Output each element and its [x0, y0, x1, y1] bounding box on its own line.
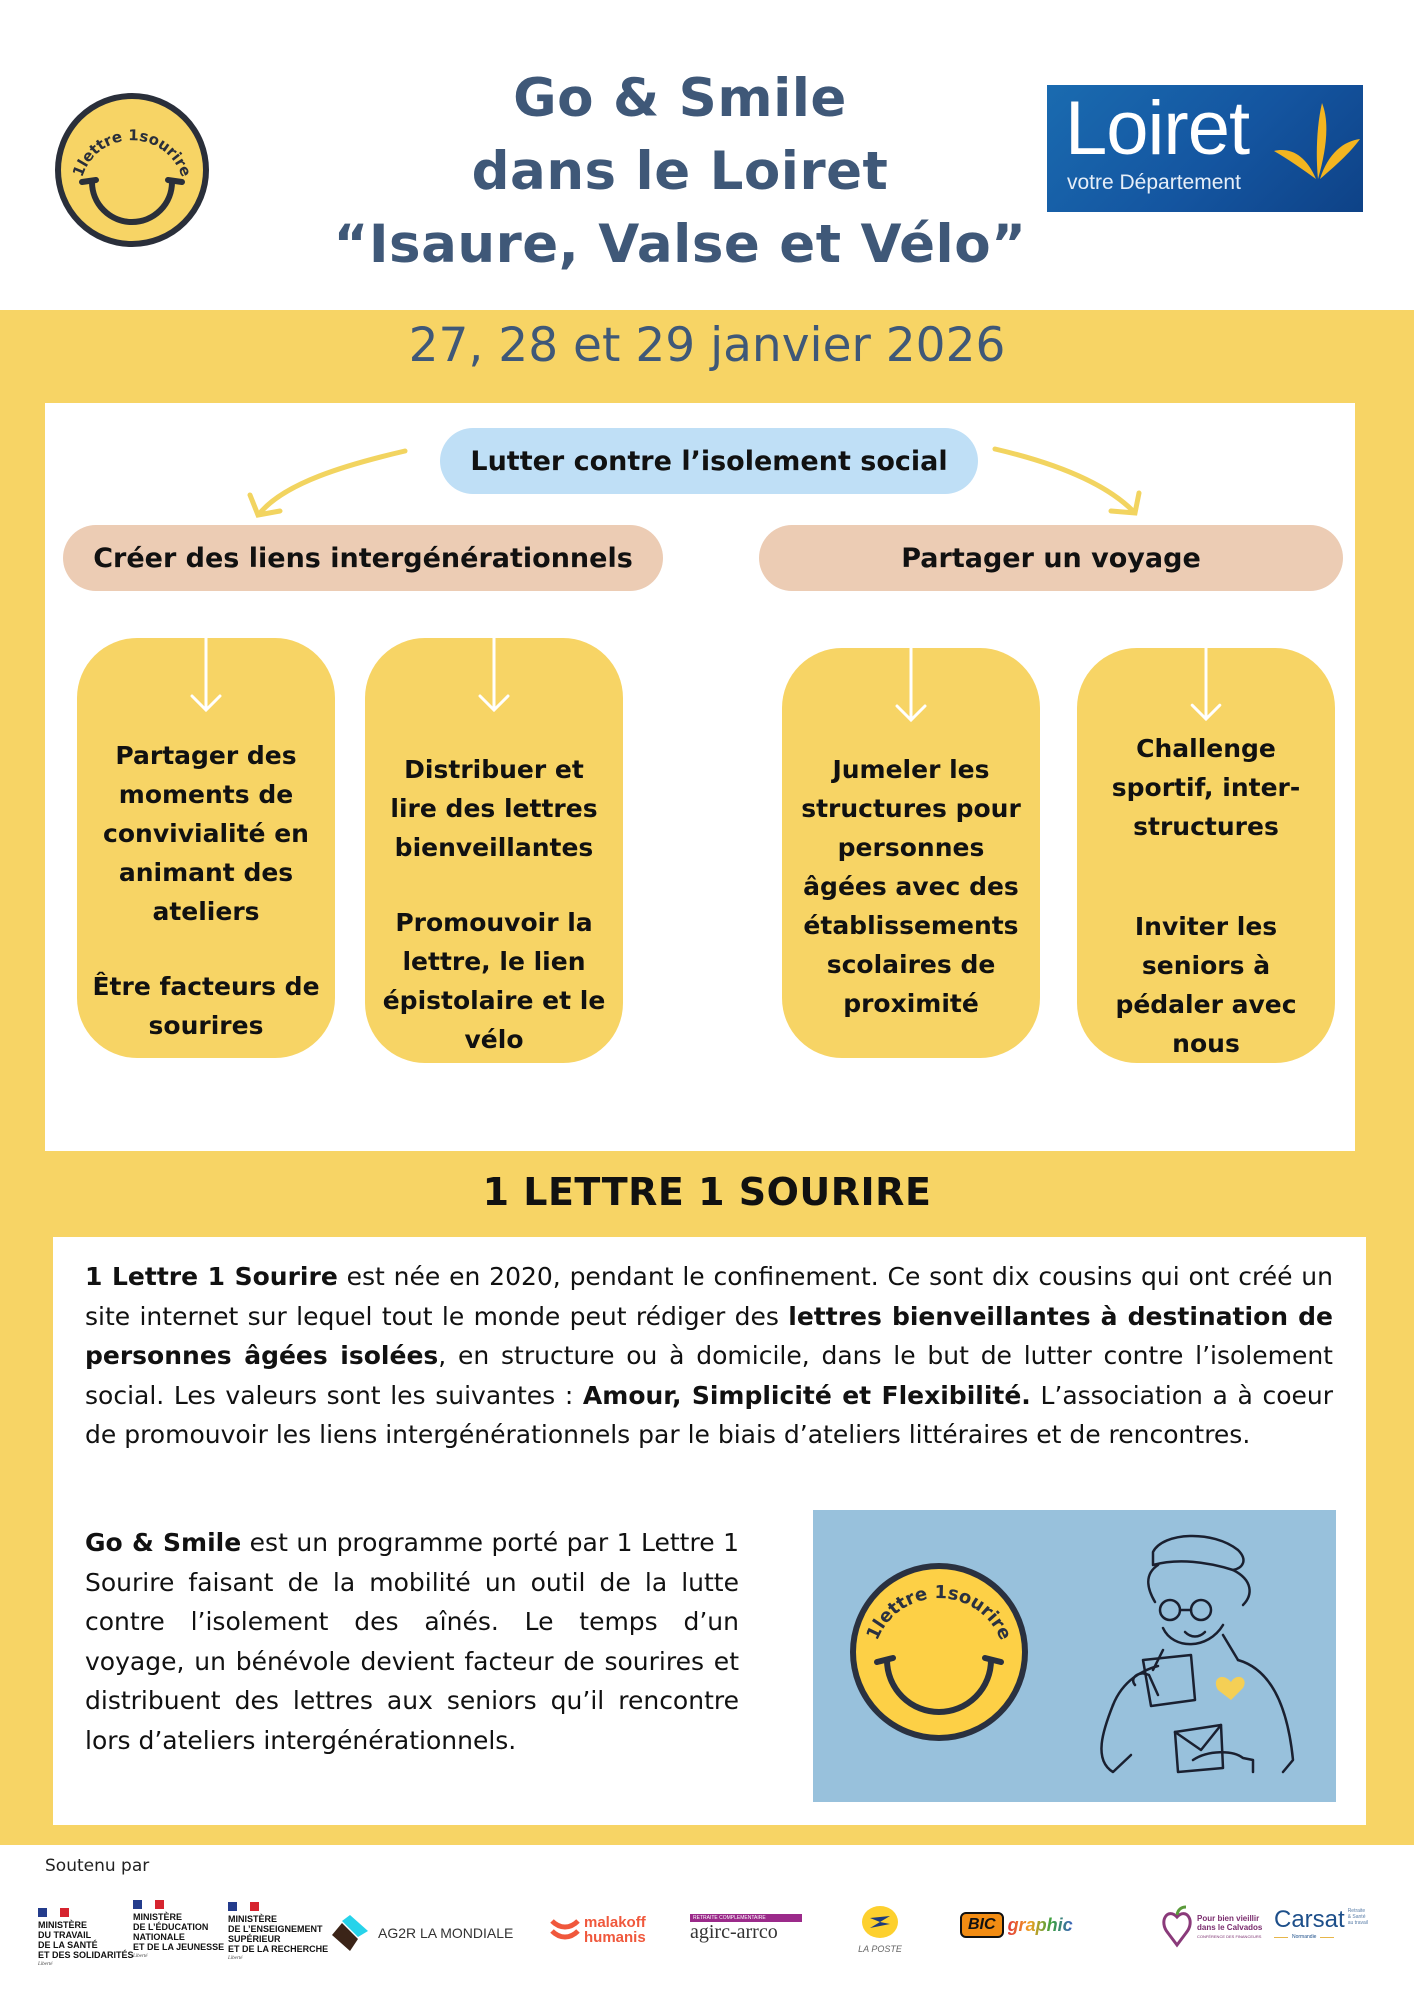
1lettre-1sourire-logo [853, 1566, 1025, 1738]
action-card [782, 648, 1040, 1058]
root-objective: Lutter contre l’isolement social [440, 428, 978, 494]
action-card [365, 638, 623, 1063]
title-line-2: dans le Loiret [471, 141, 889, 202]
body-text: est née en 2020, pendant le confinement. Ce sont dix cousins qui ont créé un site internet sur lequel tout le monde peut rédiger des [85, 1262, 1333, 1331]
heart-icon [1216, 1677, 1245, 1700]
action-card [77, 638, 335, 1058]
card-text: Challenge sportif, inter-structures [1111, 733, 1301, 841]
bold-text: Amour, Simplicité et Flexibilité. [582, 1380, 1031, 1410]
card-text: Promouvoir la lettre, le lien épistolaire et le vélo [382, 908, 606, 1054]
action-card [1077, 648, 1335, 1063]
logo-text: 1lettre 1sourire [862, 1581, 1016, 1644]
sponsor-ministere-enseignement: MINISTÈRE DE L’ENSEIGNEMENT SUPÉRIEUR ET DE LA RECHERCHE Liberté [228, 1900, 328, 1980]
apple-heart-logo-icon [1160, 1905, 1194, 1949]
title-line-3: “Isaure, Valse et Vélo” [333, 214, 1027, 275]
about-panel [53, 1237, 1366, 1825]
bold-text: lettres bienveillantes à destination de personnes âgées isolées [85, 1301, 1333, 1370]
arrow-down-icon [472, 638, 516, 718]
french-flag-icon [133, 1900, 224, 1909]
poster-header [0, 0, 1414, 310]
section-title: 1 LETTRE 1 SOURIRE [482, 1170, 932, 1214]
arrow-down-icon [184, 638, 228, 718]
french-flag-icon [38, 1908, 134, 1917]
sponsor-ministere-education: MINISTÈRE DE L’ÉDUCATION NATIONALE ET DE LA JEUNESSE Liberté [133, 1900, 224, 1980]
sponsor-bic-graphic: BIC graphic [960, 1910, 1073, 1940]
ag2r-logo-icon [330, 1913, 370, 1953]
sponsor-la-poste: LA POSTE [850, 1904, 910, 1984]
title-line-1: Go & Smile [513, 68, 847, 129]
card-text: Jumeler les structures pour personnes âgées avec des établissements scolaires de proximité [801, 755, 1021, 1018]
sponsor-malakoff-humanis: malakoff humanis [550, 1910, 646, 1950]
elderly-man-icon [1101, 1536, 1293, 1772]
program-paragraph [85, 1523, 739, 1760]
arrow-down-icon [1184, 648, 1228, 727]
illustration [813, 1510, 1336, 1802]
logo-text: 1lettre 1sourire [68, 126, 196, 180]
card-text: Inviter les seniors à pédaler avec nous [1115, 912, 1297, 1058]
arrow-left-icon [260, 451, 405, 513]
french-flag-icon [228, 1902, 328, 1911]
loiret-logo-subtitle: votre Département [1067, 171, 1241, 194]
bold-text: 1 Lettre 1 Sourire [85, 1262, 338, 1291]
sponsor-agirc-arrco: RETRAITE COMPLEMENTAIRE agirc-arrco [690, 1914, 802, 1994]
body-text: , en structure ou à domicile, dans le but de lutter contre l’isolement social. Les valeurs sont les suivantes : [85, 1341, 1333, 1410]
page-title [330, 62, 1030, 281]
branch-voyage: Partager un voyage [759, 525, 1343, 591]
sponsor-logos [30, 1900, 1390, 1980]
sponsor-carsat-normandie: Carsat Retraite & Santé au travail Normandie [1274, 1906, 1368, 1940]
card-text: Distribuer et lire des lettres bienveillantes [390, 755, 598, 862]
sponsors-label: Soutenu par [45, 1856, 150, 1876]
bold-text: Go & Smile [85, 1528, 242, 1557]
arrow-right-icon [995, 449, 1133, 511]
sponsor-ag2r: AG2R LA MONDIALE [330, 1908, 513, 1958]
arrow-down-icon [889, 648, 933, 728]
malakoff-logo-icon [550, 1917, 580, 1943]
event-dates: 27, 28 et 29 janvier 2026 [408, 318, 1006, 373]
loiret-logo [1047, 85, 1363, 212]
sponsor-bien-vieillir-calvados: Pour bien vieillir dans le Calvados CONFÉRENCE DES FINANCEURS [1160, 1902, 1262, 1952]
postman-illustration [813, 1510, 1336, 1802]
objectives-diagram [45, 403, 1355, 1151]
body-text: est un programme porté par 1 Lettre 1 Sourire faisant de la mobilité un outil de la lutte contre l’isolement des aînés. Le temps d’un voyage, un bénévole devient facteur de sourires et distribuent des lettres aux seniors qu’il rencontre lors d’ateliers intergénérationnels. [85, 1528, 739, 1755]
fleur-de-lys-icon [1272, 99, 1362, 194]
1lettre-1sourire-logo [52, 90, 212, 250]
card-text: Être facteurs de sourires [92, 972, 320, 1040]
loiret-logo-name: Loiret [1065, 86, 1250, 171]
la-poste-logo-icon [860, 1904, 900, 1940]
branch-intergenerational: Créer des liens intergénérationnels [63, 525, 663, 591]
sponsor-ministere-travail: MINISTÈRE DU TRAVAIL DE LA SANTÉ ET DES SOLIDARITÉS Liberté [38, 1900, 134, 1980]
card-text: Partager des moments de convivialité en animant des ateliers [103, 741, 309, 926]
about-paragraph [85, 1257, 1333, 1455]
body-text: L’association a à coeur de promouvoir les liens intergénérationnels par le biais d’ateliers littéraires et de rencontres. [85, 1380, 1333, 1449]
